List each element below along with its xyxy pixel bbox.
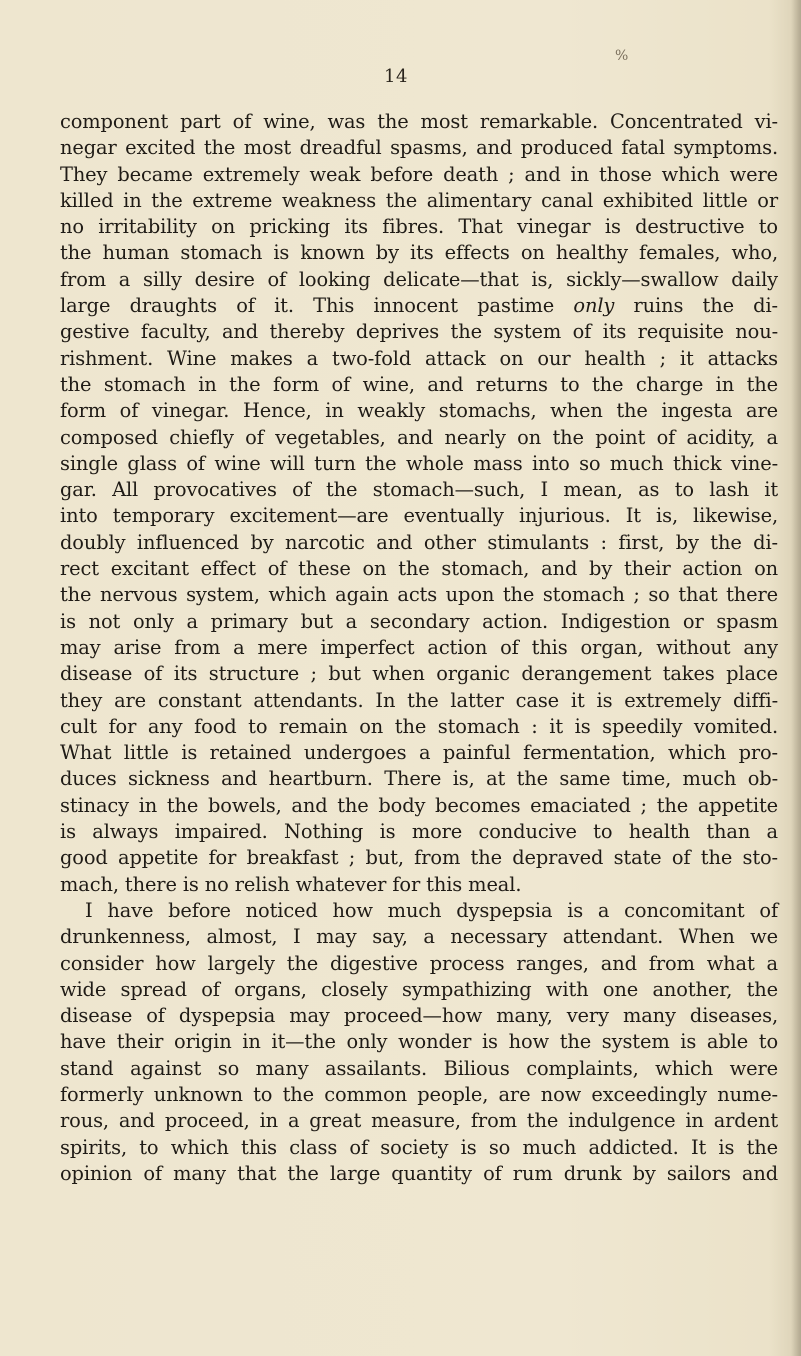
text-line: single glass of wine will turn the whole mass into so much thick vine-	[60, 451, 778, 475]
emphasized-word: only	[573, 294, 615, 318]
page-number: 14	[384, 66, 408, 87]
text-line: duces sickness and heartburn. There is, at the same time, much ob-	[60, 767, 778, 791]
printer-mark: %	[615, 48, 629, 64]
text-fragment: large draughts of it. This innocent pastime	[60, 294, 574, 318]
page-edge-shadow	[791, 0, 801, 1356]
text-line: disease of its structure ; but when organic derangement takes place	[60, 662, 778, 686]
text-line: is always impaired. Nothing is more conducive to health than a	[60, 820, 778, 844]
text-line: from a silly desire of looking delicate—that is, sickly—swallow daily	[60, 267, 778, 291]
text-line-with-emphasis	[60, 293, 778, 319]
text-line: rect excitant effect of these on the stomach, and by their action on	[60, 557, 778, 581]
text-fragment: ruins the di-	[614, 294, 778, 318]
text-line: wide spread of organs, closely sympathizing with one another, the	[60, 977, 778, 1001]
text-line: the human stomach is known by its effects on healthy females, who,	[60, 241, 778, 265]
text-line: opinion of many that the large quantity of rum drunk by sailors and	[60, 1161, 778, 1185]
text-line: stand against so many assailants. Bilious complaints, which were	[60, 1056, 778, 1080]
text-line: rous, and proceed, in a great measure, from the indulgence in ardent	[60, 1109, 778, 1133]
text-line: form of vinegar. Hence, in weakly stomachs, when the ingesta are	[60, 399, 778, 423]
text-line: stinacy in the bowels, and the body becomes emaciated ; the appetite	[60, 793, 778, 817]
text-line: consider how largely the digestive process ranges, and from what a	[60, 951, 778, 975]
text-line: spirits, to which this class of society is so much addicted. It is the	[60, 1135, 778, 1159]
text-line: they are constant attendants. In the latter case it is extremely diffi-	[60, 688, 778, 712]
text-line: may arise from a mere imperfect action of this organ, without any	[60, 635, 778, 659]
text-line: gestive faculty, and thereby deprives the system of its requisite nou-	[60, 320, 778, 344]
text-line: What little is retained undergoes a painful fermentation, which pro-	[60, 741, 778, 765]
text-line: no irritability on pricking its fibres. That vinegar is destructive to	[60, 215, 778, 239]
text-line: is not only a primary but a secondary action. Indigestion or spasm	[60, 609, 778, 633]
text-line: into temporary excitement—are eventually injurious. It is, likewise,	[60, 504, 778, 528]
text-line: the nervous system, which again acts upon the stomach ; so that there	[60, 583, 778, 607]
text-line: the stomach in the form of wine, and returns to the charge in the	[60, 372, 778, 396]
text-line: composed chiefly of vegetables, and nearly on the point of acidity, a	[60, 425, 778, 449]
paragraph-start-line: I have before noticed how much dyspepsia is a concomitant of	[85, 898, 778, 922]
text-line: doubly influenced by narcotic and other stimulants : first, by the di-	[60, 530, 778, 554]
text-line: cult for any food to remain on the stomach : it is speedily vomited.	[60, 714, 778, 738]
text-line: gar. All provocatives of the stomach—such, I mean, as to lash it	[60, 478, 778, 502]
text-line: component part of wine, was the most remarkable. Concentrated vi-	[60, 110, 778, 133]
body-text	[60, 109, 778, 1187]
text-line: drunkenness, almost, I may say, a necessary attendant. When we	[60, 925, 778, 949]
text-line: killed in the extreme weakness the alimentary canal exhibited little or	[60, 188, 778, 212]
text-line: They became extremely weak before death ; and in those which were	[60, 162, 778, 186]
text-line: disease of dyspepsia may proceed—how many, very many diseases,	[60, 1004, 778, 1028]
text-line: formerly unknown to the common people, are now exceedingly nume-	[60, 1082, 778, 1106]
paragraph-end-line: mach, there is no relish whatever for this meal.	[60, 872, 522, 896]
text-line: rishment. Wine makes a two-fold attack on our health ; it attacks	[60, 346, 778, 370]
text-line: negar excited the most dreadful spasms, and produced fatal symptoms.	[60, 136, 778, 160]
text-line: good appetite for breakfast ; but, from the depraved state of the sto-	[60, 846, 778, 870]
text-line: have their origin in it—the only wonder is how the system is able to	[60, 1030, 778, 1054]
